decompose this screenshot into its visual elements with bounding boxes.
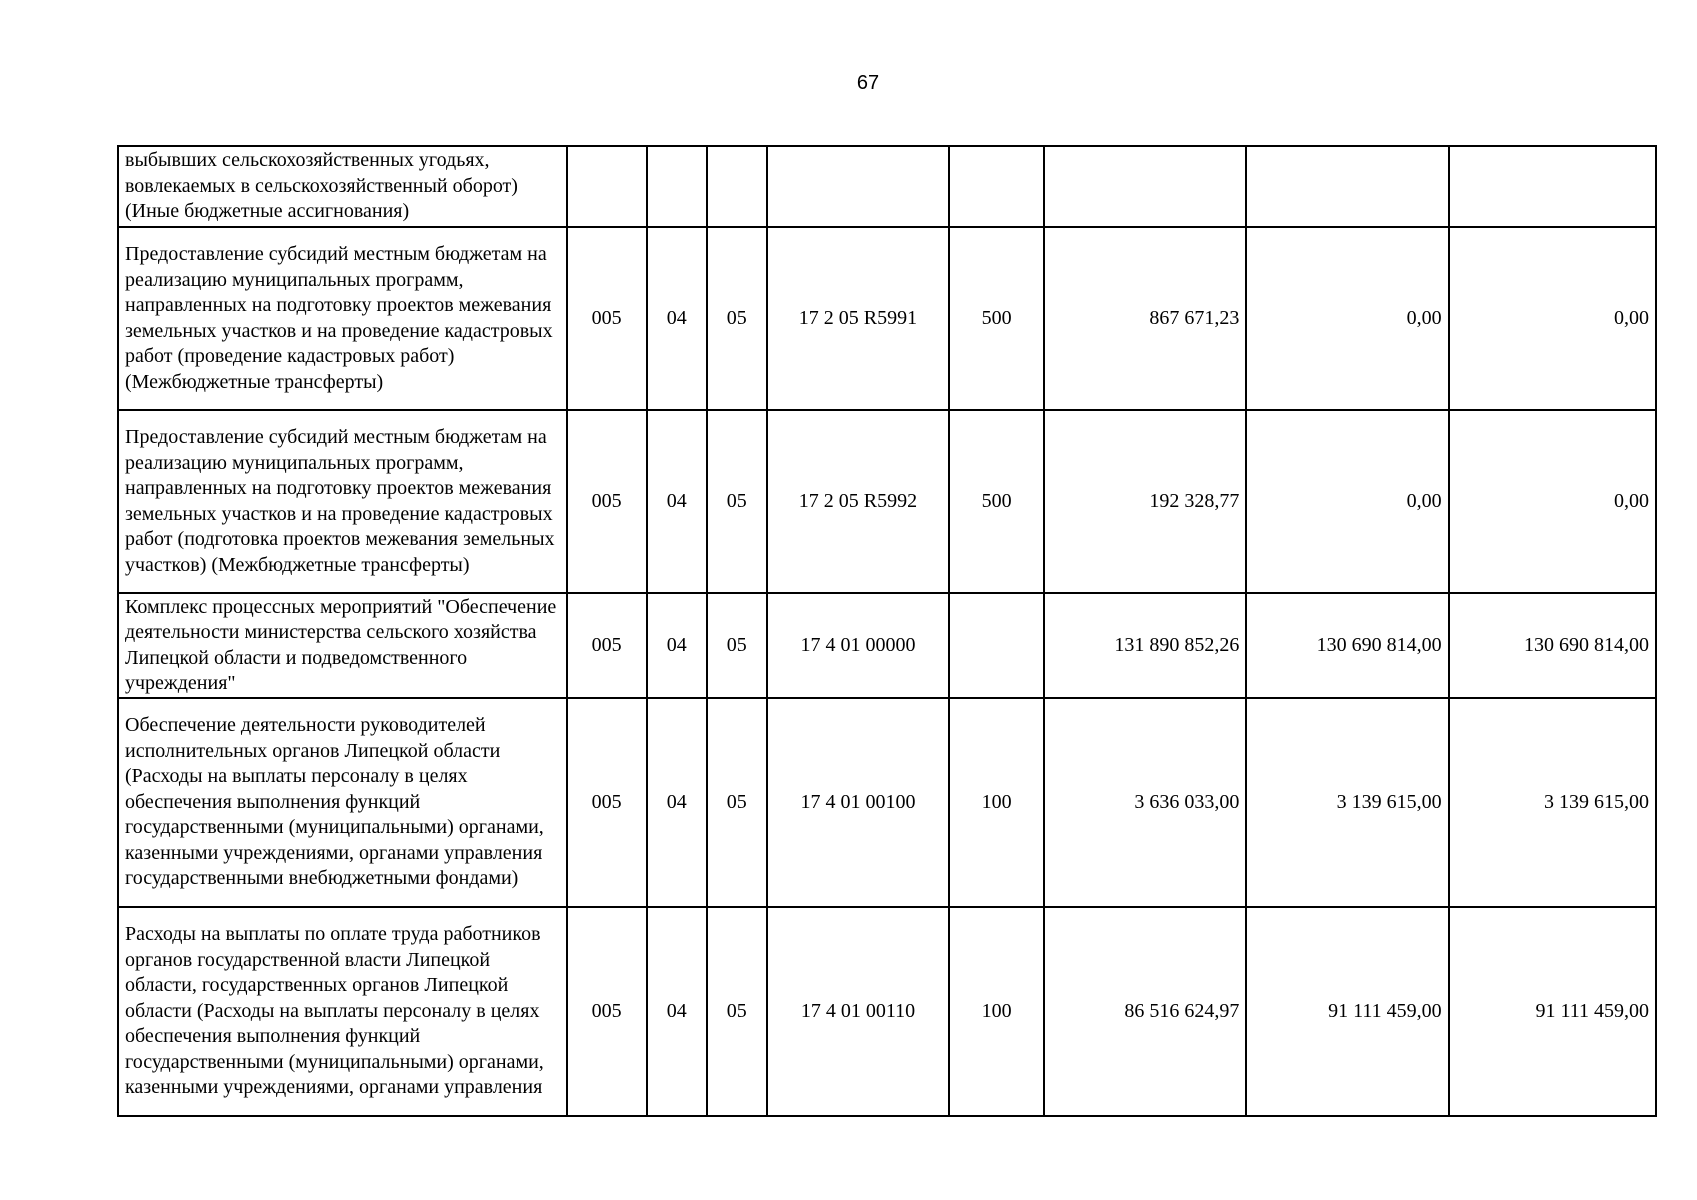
section-code: 04 — [647, 410, 707, 593]
budget-table — [117, 145, 1657, 1117]
expense-type-code — [949, 146, 1044, 227]
amount-2: 3 139 615,00 — [1246, 698, 1448, 907]
expense-type-code — [949, 593, 1044, 698]
expense-type-code: 500 — [949, 410, 1044, 593]
amount-1: 192 328,77 — [1044, 410, 1246, 593]
table-row — [118, 593, 1656, 698]
amount-3 — [1449, 146, 1656, 227]
admin-code: 005 — [567, 593, 647, 698]
amount-1: 131 890 852,26 — [1044, 593, 1246, 698]
target-article-code — [767, 146, 949, 227]
amount-1: 86 516 624,97 — [1044, 907, 1246, 1116]
page-number: 67 — [856, 72, 880, 94]
amount-3: 0,00 — [1449, 410, 1656, 593]
expense-type-code: 500 — [949, 227, 1044, 410]
section-code: 04 — [647, 907, 707, 1116]
amount-2: 130 690 814,00 — [1246, 593, 1448, 698]
amount-1 — [1044, 146, 1246, 227]
target-article-code: 17 4 01 00100 — [767, 698, 949, 907]
target-article-code: 17 2 05 R5992 — [767, 410, 949, 593]
subsection-code: 05 — [707, 593, 767, 698]
section-code: 04 — [647, 593, 707, 698]
admin-code: 005 — [567, 698, 647, 907]
amount-3: 130 690 814,00 — [1449, 593, 1656, 698]
row-description: выбывших сельскохозяйственных угодьях, вовлекаемых в сельскохозяйственный оборот) (Иные бюджетные ассигнования) — [118, 146, 567, 227]
row-description: Предоставление субсидий местным бюджетам на реализацию муниципальных программ, направленных на подготовку проектов межевания земельных участков и на проведение кадастровых работ (подготовка проектов межевания земельных участков) (Межбюджетные трансферты) — [118, 410, 567, 593]
amount-2: 91 111 459,00 — [1246, 907, 1448, 1116]
table-row — [118, 907, 1656, 1116]
section-code — [647, 146, 707, 227]
table-row — [118, 698, 1656, 907]
subsection-code — [707, 146, 767, 227]
amount-2: 0,00 — [1246, 410, 1448, 593]
row-description: Комплекс процессных мероприятий "Обеспечение деятельности министерства сельского хозяйства Липецкой области и подведомственного учреждения" — [118, 593, 567, 698]
table-row — [118, 146, 1656, 227]
table-row — [118, 410, 1656, 593]
table-row — [118, 227, 1656, 410]
target-article-code: 17 4 01 00110 — [767, 907, 949, 1116]
admin-code: 005 — [567, 227, 647, 410]
amount-3: 3 139 615,00 — [1449, 698, 1656, 907]
amount-2 — [1246, 146, 1448, 227]
amount-1: 3 636 033,00 — [1044, 698, 1246, 907]
subsection-code: 05 — [707, 410, 767, 593]
row-description: Расходы на выплаты по оплате труда работников органов государственной власти Липецкой области, государственных органов Липецкой области (Расходы на выплаты персоналу в целях обеспечения выполнения функций государственными (муниципальными) органами, казенными учреждениями, органами управления — [118, 907, 567, 1116]
subsection-code: 05 — [707, 227, 767, 410]
admin-code: 005 — [567, 907, 647, 1116]
amount-3: 91 111 459,00 — [1449, 907, 1656, 1116]
admin-code — [567, 146, 647, 227]
subsection-code: 05 — [707, 698, 767, 907]
row-description: Предоставление субсидий местным бюджетам на реализацию муниципальных программ, направленных на подготовку проектов межевания земельных участков и на проведение кадастровых работ (проведение кадастровых работ) (Межбюджетные трансферты) — [118, 227, 567, 410]
admin-code: 005 — [567, 410, 647, 593]
expense-type-code: 100 — [949, 698, 1044, 907]
target-article-code: 17 2 05 R5991 — [767, 227, 949, 410]
amount-1: 867 671,23 — [1044, 227, 1246, 410]
target-article-code: 17 4 01 00000 — [767, 593, 949, 698]
expense-type-code: 100 — [949, 907, 1044, 1116]
section-code: 04 — [647, 698, 707, 907]
row-description: Обеспечение деятельности руководителей исполнительных органов Липецкой области (Расходы на выплаты персоналу в целях обеспечения выполнения функций государственными (муниципальными) органами, казенными учреждениями, органами управления государственными внебюджетными фондами) — [118, 698, 567, 907]
section-code: 04 — [647, 227, 707, 410]
amount-3: 0,00 — [1449, 227, 1656, 410]
amount-2: 0,00 — [1246, 227, 1448, 410]
subsection-code: 05 — [707, 907, 767, 1116]
